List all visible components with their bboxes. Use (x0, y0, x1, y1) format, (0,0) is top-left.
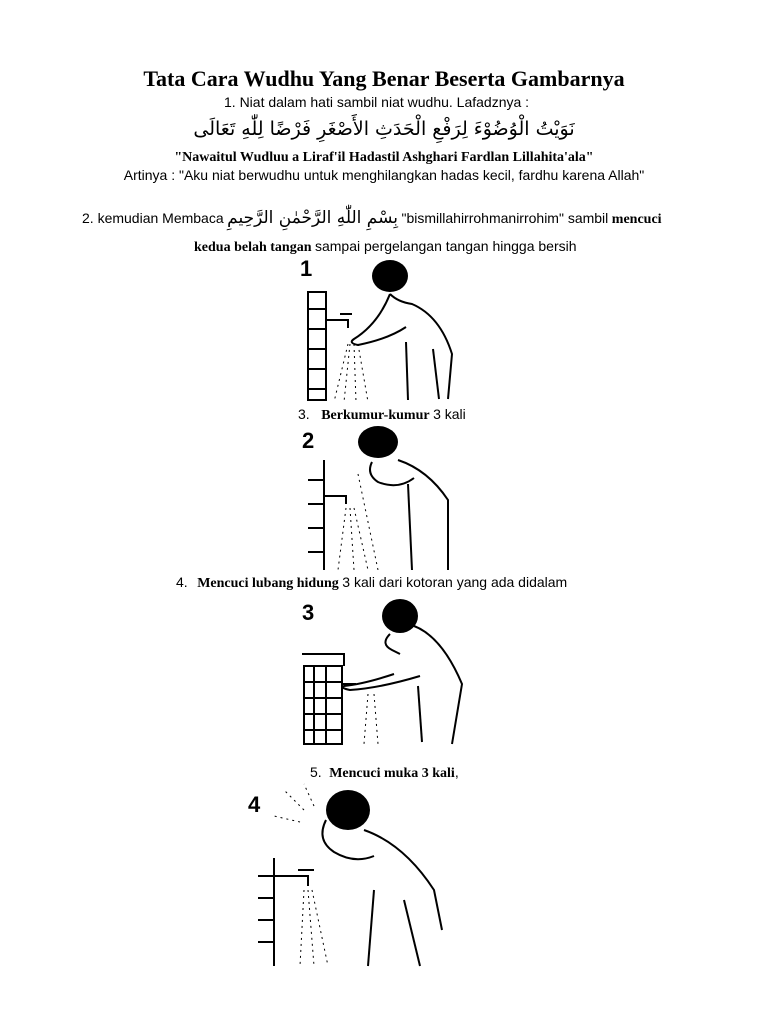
step-4-bold: Mencuci lubang hidung (197, 576, 339, 591)
step-1-text: 1. Niat dalam hati sambil niat wudhu. Lafadznya : (224, 94, 530, 110)
step-2-basmalah: بِسْمِ اللّٰهِ الرَّحْمٰنِ الرَّحِيمِ (227, 208, 399, 228)
step-1-meaning: Artinya : "Aku niat berwudhu untuk menghilangkan hadas kecil, fardhu karena Allah" (123, 167, 645, 183)
step-1-arabic-niat: نَوَيْتُ الْوُضُوْءَ لِرَفْعِ الْحَدَثِ الأَصْغَرِ فَرْضًا لِلّٰهِ تَعَالَى (193, 118, 575, 140)
man-washing-hands-illustration (298, 254, 463, 404)
step-5-bold: Mencuci muka 3 kali (329, 766, 455, 781)
step-3-bold: Berkumur-kumur (321, 408, 430, 423)
figure-2-number: 2 (302, 428, 315, 453)
step-5-number: 5. (310, 764, 322, 780)
step-2-line-1 (82, 208, 662, 228)
step-2-rest: sampai pergelangan tangan hingga bersih (314, 238, 577, 254)
step-2-bold-2: kedua belah tangan (194, 240, 312, 255)
man-cleaning-nose-illustration (298, 594, 468, 746)
page-title: Tata Cara Wudhu Yang Benar Beserta Gambarnya (143, 66, 625, 91)
step-4-line (176, 574, 567, 592)
figure-1-number: 1 (300, 256, 313, 281)
step-5-rest: , (454, 764, 459, 780)
step-2-quote: "bismillahirrohmanirrohim" sambil (401, 210, 609, 226)
man-rinsing-mouth-illustration (298, 424, 463, 572)
step-3-line (298, 406, 466, 424)
figure-3-number: 3 (302, 600, 315, 625)
step-3-number: 3. (298, 406, 310, 422)
step-2-bold-1: mencuci (611, 212, 662, 227)
step-2-prefix: 2. kemudian Membaca (82, 210, 224, 226)
man-washing-face-illustration (244, 780, 449, 970)
figure-4-number: 4 (248, 792, 261, 817)
step-3-rest: 3 kali (433, 406, 466, 422)
step-4-number: 4. (176, 574, 188, 590)
step-1-latin: "Nawaitul Wudluu a Liraf'il Hadastil Ashghari Fardlan Lillahita'ala" (174, 150, 594, 165)
step-4-rest: 3 kali dari kotoran yang ada didalam (342, 574, 568, 590)
